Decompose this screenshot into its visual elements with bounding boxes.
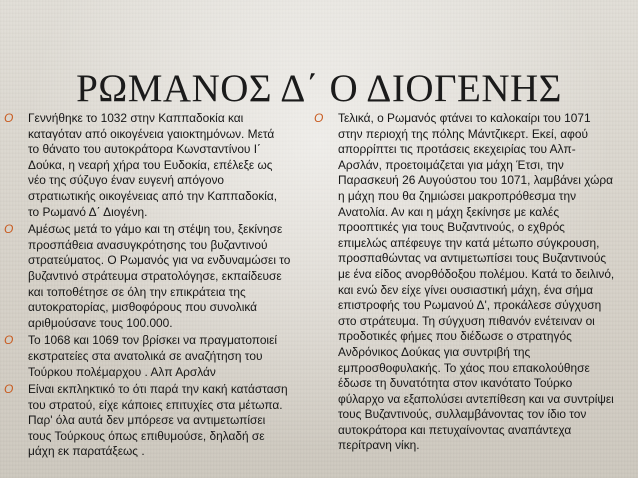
- text-line: Τούρκου πολέμαρχου . Αλπ Αρσλάν: [28, 364, 216, 379]
- right-column: [314, 111, 636, 456]
- bullet-marker-icon: O: [4, 222, 14, 237]
- text-line: φύλαρχο να εξαπολύσει αντεπίθεση και να συντρίψει: [338, 391, 614, 406]
- text-line: αριθμούσανε τους 100.000.: [28, 315, 173, 330]
- text-line: αυτοκράτορα και πετυχαίνοντας αναπάντεχα: [338, 422, 572, 437]
- text-line: στο στράτευμα. Τη σύγχυση πιθανόν ενέτειναν οι: [338, 313, 595, 328]
- bullet-item: [4, 333, 306, 380]
- bullet-item: [4, 222, 306, 331]
- text-line: προσπάθεια ανασυγκρότησης του βυζαντινού: [28, 237, 268, 252]
- bullet-item: [4, 111, 306, 220]
- text-line: στρατεύματος. Ο Ρωμανός για να ενδυναμώσει το: [28, 253, 291, 268]
- text-line: Γεννήθηκε το 1032 στην Καππαδοκία και: [28, 111, 244, 125]
- bullet-marker-icon: O: [314, 111, 324, 125]
- text-line: εμπροσθοφυλακής. Το χάος που επακολούθησε: [338, 360, 590, 375]
- text-line: τους Βυζαντινούς, συλλαμβάνοντας τον ίδιο τον: [338, 407, 587, 422]
- text-line: προδοτικές φήμες που διέδωσε ο στρατηγός: [338, 329, 572, 344]
- text-line: Παρασκευή 26 Αυγούστου του 1071, λαμβάνει χώρα: [338, 173, 614, 188]
- text-line: το Ρωμανό Δ΄ Διογένη.: [28, 204, 148, 219]
- text-line: Παρ' όλα αυτά δεν μπόρεσε να αντιμετωπίσει: [28, 413, 266, 428]
- text-line: επιμελώς απέφευγε την κατά μέτωπο σύγκρουση,: [338, 235, 600, 250]
- text-line: βυζαντινό στράτευμα στρατολόγησε, εκπαίδευσε: [28, 268, 282, 283]
- text-line: προοπτικές για τους Βυζαντινούς, ο εχθρός: [338, 220, 565, 235]
- bullet-marker-icon: O: [4, 333, 14, 348]
- text-line: Το 1068 και 1069 τον βρίσκει να πραγματοποιεί: [28, 333, 278, 348]
- text-line: προσπαθώντας να αντιμετωπίσει τους Βυζαντινούς: [338, 251, 607, 266]
- slide-title: ΡΩΜΑΝΟΣ Δ΄ Ο ΔΙΟΓΕΝΗΣ: [76, 67, 562, 110]
- text-line: Ανδρόνικος Δούκας για συντριβή της: [338, 344, 531, 359]
- text-line: και ενώ δεν είχε γίνει ουσιαστική μάχη, ένα σήμα: [338, 282, 593, 297]
- text-line: νέο της σύζυγο έναν ευγενή απόγονο: [28, 173, 225, 188]
- left-column: [4, 111, 306, 462]
- text-line: το θάνατο του αυτοκράτορα Κωνσταντίνου Ι΄: [28, 142, 261, 157]
- text-line: στην περιοχή της πόλης Μάντζικερτ. Εκεί, αφού: [338, 126, 588, 141]
- text-line: Είναι εκπληκτικό το ότι παρά την κακή κατάσταση: [28, 382, 288, 397]
- text-line: τους Τούρκους όπως επιθυμούσε, δηλαδή σε: [28, 428, 265, 443]
- text-line: καταγόταν από οικογένεια γαιοκτημόνων. Μετά: [28, 126, 275, 141]
- bullet-marker-icon: O: [4, 382, 14, 397]
- text-line: Αρσλάν, προετοιμάζεται για μάχη Έτσι, την: [338, 157, 564, 172]
- text-line: επιστροφής του Ρωμανού Δ', προκάλεσε σύγχυση: [338, 298, 602, 313]
- text-line: μάχη εκ παρατάξεως .: [28, 444, 145, 459]
- text-line: Τελικά, ο Ρωμανός φτάνει το καλοκαίρι του 1071: [338, 111, 591, 125]
- text-line: Αμέσως μετά το γάμο και τη στέψη του, ξεκίνησε: [28, 222, 283, 237]
- bullet-item: [4, 382, 306, 460]
- text-line: απορρίπτει τις προτάσεις εκεχειρίας του Αλπ-: [338, 142, 576, 157]
- text-line: εκστρατείες στα ανατολικά σε αναζήτηση του: [28, 348, 263, 363]
- text-line: στρατιωτικής οικογένειας από την Καππαδοκία,: [28, 188, 278, 203]
- bullet-item: [314, 111, 636, 454]
- text-line: του στρατού, είχε κάποιες επιτυχίες στα μέτωπα.: [28, 397, 283, 412]
- text-line: αυτοκρατορίας, μισθοφόρους που συνολικά: [28, 300, 258, 315]
- text-line: η μάχη που θα ζημιώσει μακροπρόθεσμα την: [338, 188, 577, 203]
- text-line: με ένα είδος ανορθόδοξου πολέμου. Κατά το δειλινό,: [338, 266, 615, 281]
- text-line: Δούκα, η νεαρή χήρα του Ευδοκία, επέλεξε ως: [28, 157, 273, 172]
- text-line: έδωσε τη δυνατότητα στον ικανότατο Τούρκο: [338, 376, 573, 391]
- text-line: Ανατολία. Αν και η μάχη ξεκίνησε με καλές: [338, 204, 560, 219]
- text-line: περίτρανη νίκη.: [338, 438, 420, 453]
- text-line: και τοποθέτησε σε όλη την επικράτεια της: [28, 284, 246, 299]
- bullet-marker-icon: O: [4, 111, 14, 125]
